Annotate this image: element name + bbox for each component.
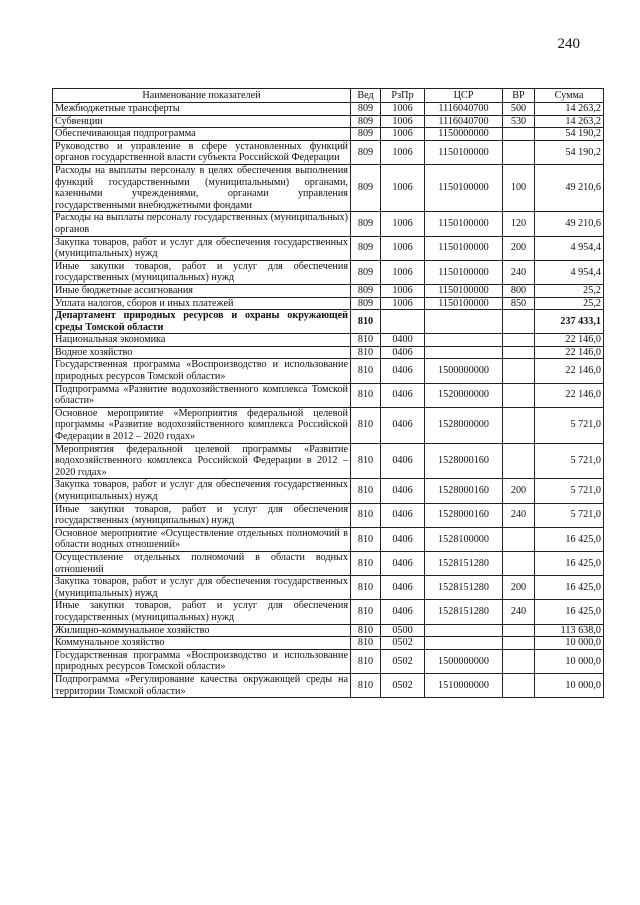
- table-header-row: [53, 89, 604, 103]
- cell-rzpr: 0500: [381, 624, 425, 637]
- cell-ved: 810: [351, 649, 381, 673]
- cell-vr: 120: [503, 212, 535, 236]
- cell-sum: 16 425,0: [535, 551, 604, 575]
- cell-csr: 1150100000: [425, 284, 503, 297]
- cell-sum: 14 263,2: [535, 115, 604, 128]
- cell-csr: 1500000000: [425, 359, 503, 383]
- cell-name: Основное мероприятие «Мероприятия федеральной целевой программы «Развитие водохозяйственного комплекса Российской Федерации в 2012 – 2020 годах»: [53, 407, 351, 443]
- table-row: [53, 637, 604, 650]
- cell-csr: 1520000000: [425, 383, 503, 407]
- cell-vr: 240: [503, 600, 535, 624]
- table-row: [53, 527, 604, 551]
- table-row: [53, 103, 604, 116]
- cell-sum: 49 210,6: [535, 212, 604, 236]
- header-vr: ВР: [503, 89, 535, 103]
- cell-vr: [503, 551, 535, 575]
- cell-name: Подпрограмма «Развитие водохозяйственного комплекса Томской области»: [53, 383, 351, 407]
- cell-vr: [503, 334, 535, 347]
- cell-sum: 5 721,0: [535, 407, 604, 443]
- cell-vr: 800: [503, 284, 535, 297]
- cell-vr: 100: [503, 164, 535, 211]
- cell-vr: 200: [503, 479, 535, 503]
- cell-name: Национальная экономика: [53, 334, 351, 347]
- cell-vr: [503, 310, 535, 334]
- cell-sum: 237 433,1: [535, 310, 604, 334]
- cell-ved: 810: [351, 624, 381, 637]
- cell-vr: [503, 140, 535, 164]
- cell-sum: 4 954,4: [535, 260, 604, 284]
- cell-rzpr: 0406: [381, 503, 425, 527]
- cell-sum: 22 146,0: [535, 346, 604, 359]
- header-name: Наименование показателей: [53, 89, 351, 103]
- cell-csr: [425, 346, 503, 359]
- cell-csr: 1500000000: [425, 649, 503, 673]
- cell-name: Иные закупки товаров, работ и услуг для обеспечения государственных (муниципальных) нужд: [53, 260, 351, 284]
- cell-name: Осуществление отдельных полномочий в области водных отношений: [53, 551, 351, 575]
- cell-ved: 810: [351, 551, 381, 575]
- table-row: [53, 503, 604, 527]
- table-row: [53, 310, 604, 334]
- table-row: [53, 624, 604, 637]
- cell-ved: 810: [351, 527, 381, 551]
- table-row: [53, 334, 604, 347]
- cell-sum: 14 263,2: [535, 103, 604, 116]
- cell-ved: 809: [351, 115, 381, 128]
- table-row: [53, 297, 604, 310]
- cell-vr: [503, 673, 535, 697]
- cell-rzpr: [381, 310, 425, 334]
- budget-table: [52, 88, 604, 698]
- cell-csr: 1528151280: [425, 600, 503, 624]
- cell-vr: 200: [503, 236, 535, 260]
- header-sum: Сумма: [535, 89, 604, 103]
- cell-rzpr: 0406: [381, 359, 425, 383]
- table-row: [53, 576, 604, 600]
- cell-csr: 1150100000: [425, 164, 503, 211]
- cell-vr: [503, 649, 535, 673]
- cell-sum: 22 146,0: [535, 334, 604, 347]
- cell-csr: 1528000000: [425, 407, 503, 443]
- cell-ved: 810: [351, 310, 381, 334]
- cell-name: Расходы на выплаты персоналу государственных (муниципальных) органов: [53, 212, 351, 236]
- cell-vr: 530: [503, 115, 535, 128]
- cell-csr: 1150100000: [425, 236, 503, 260]
- cell-vr: [503, 637, 535, 650]
- cell-rzpr: 0406: [381, 576, 425, 600]
- cell-rzpr: 0502: [381, 673, 425, 697]
- cell-rzpr: 0406: [381, 407, 425, 443]
- cell-name: Закупка товаров, работ и услуг для обеспечения государственных (муниципальных) нужд: [53, 479, 351, 503]
- cell-ved: 809: [351, 297, 381, 310]
- cell-csr: 1150100000: [425, 212, 503, 236]
- cell-sum: 22 146,0: [535, 383, 604, 407]
- cell-name: Государственная программа «Воспроизводство и использование природных ресурсов Томской области»: [53, 649, 351, 673]
- cell-name: Обеспечивающая подпрограмма: [53, 128, 351, 141]
- cell-vr: 200: [503, 576, 535, 600]
- cell-name: Субвенции: [53, 115, 351, 128]
- cell-csr: 1116040700: [425, 115, 503, 128]
- cell-vr: [503, 128, 535, 141]
- table-row: [53, 600, 604, 624]
- cell-name: Основное мероприятие «Осуществление отдельных полномочий в области водных отношений»: [53, 527, 351, 551]
- cell-vr: [503, 407, 535, 443]
- cell-csr: [425, 310, 503, 334]
- table-row: [53, 649, 604, 673]
- cell-vr: [503, 383, 535, 407]
- cell-vr: [503, 527, 535, 551]
- cell-name: Жилищно-коммунальное хозяйство: [53, 624, 351, 637]
- cell-csr: 1528000160: [425, 479, 503, 503]
- cell-vr: [503, 443, 535, 479]
- cell-csr: 1510000000: [425, 673, 503, 697]
- header-rzpr: РзПр: [381, 89, 425, 103]
- cell-sum: 49 210,6: [535, 164, 604, 211]
- cell-name: Департамент природных ресурсов и охраны окружающей среды Томской области: [53, 310, 351, 334]
- cell-ved: 809: [351, 260, 381, 284]
- cell-csr: 1528100000: [425, 527, 503, 551]
- cell-name: Коммунальное хозяйство: [53, 637, 351, 650]
- cell-rzpr: 1006: [381, 212, 425, 236]
- cell-rzpr: 1006: [381, 140, 425, 164]
- cell-csr: 1528000160: [425, 443, 503, 479]
- cell-csr: 1150100000: [425, 260, 503, 284]
- cell-sum: 16 425,0: [535, 600, 604, 624]
- cell-sum: 16 425,0: [535, 527, 604, 551]
- cell-csr: [425, 624, 503, 637]
- cell-ved: 810: [351, 503, 381, 527]
- table-row: [53, 443, 604, 479]
- cell-rzpr: 1006: [381, 260, 425, 284]
- cell-csr: 1150000000: [425, 128, 503, 141]
- cell-ved: 810: [351, 334, 381, 347]
- cell-sum: 16 425,0: [535, 576, 604, 600]
- cell-csr: [425, 637, 503, 650]
- cell-csr: 1150100000: [425, 140, 503, 164]
- table-row: [53, 383, 604, 407]
- cell-rzpr: 1006: [381, 236, 425, 260]
- cell-csr: [425, 334, 503, 347]
- cell-vr: 850: [503, 297, 535, 310]
- cell-ved: 809: [351, 128, 381, 141]
- cell-sum: 25,2: [535, 284, 604, 297]
- cell-ved: 809: [351, 236, 381, 260]
- table-row: [53, 115, 604, 128]
- table-row: [53, 236, 604, 260]
- table-row: [53, 551, 604, 575]
- table-row: [53, 128, 604, 141]
- cell-csr: 1150100000: [425, 297, 503, 310]
- table-row: [53, 673, 604, 697]
- cell-ved: 810: [351, 407, 381, 443]
- cell-sum: 5 721,0: [535, 443, 604, 479]
- cell-name: Расходы на выплаты персоналу в целях обеспечения выполнения функций государственными (муниципальными) органами, казенными учреждениями, органами управления государственными внебюджетными фондами: [53, 164, 351, 211]
- cell-sum: 10 000,0: [535, 637, 604, 650]
- cell-vr: 240: [503, 503, 535, 527]
- cell-rzpr: 0406: [381, 443, 425, 479]
- table-row: [53, 407, 604, 443]
- cell-csr: 1528000160: [425, 503, 503, 527]
- cell-sum: 22 146,0: [535, 359, 604, 383]
- cell-name: Закупка товаров, работ и услуг для обеспечения государственных (муниципальных) нужд: [53, 576, 351, 600]
- table-row: [53, 284, 604, 297]
- table-row: [53, 359, 604, 383]
- cell-csr: 1116040700: [425, 103, 503, 116]
- cell-ved: 810: [351, 359, 381, 383]
- cell-vr: [503, 624, 535, 637]
- cell-name: Уплата налогов, сборов и иных платежей: [53, 297, 351, 310]
- cell-sum: 4 954,4: [535, 236, 604, 260]
- cell-name: Иные закупки товаров, работ и услуг для обеспечения государственных (муниципальных) нужд: [53, 600, 351, 624]
- cell-rzpr: 0400: [381, 334, 425, 347]
- header-csr: ЦСР: [425, 89, 503, 103]
- cell-name: Иные бюджетные ассигнования: [53, 284, 351, 297]
- table-row: [53, 212, 604, 236]
- cell-vr: 240: [503, 260, 535, 284]
- table-row: [53, 140, 604, 164]
- cell-vr: [503, 359, 535, 383]
- cell-sum: 25,2: [535, 297, 604, 310]
- cell-rzpr: 1006: [381, 164, 425, 211]
- cell-ved: 810: [351, 576, 381, 600]
- cell-sum: 10 000,0: [535, 673, 604, 697]
- cell-name: Закупка товаров, работ и услуг для обеспечения государственных (муниципальных) нужд: [53, 236, 351, 260]
- cell-sum: 113 638,0: [535, 624, 604, 637]
- cell-rzpr: 1006: [381, 128, 425, 141]
- cell-ved: 810: [351, 346, 381, 359]
- cell-vr: 500: [503, 103, 535, 116]
- cell-name: Межбюджетные трансферты: [53, 103, 351, 116]
- cell-rzpr: 0502: [381, 649, 425, 673]
- cell-ved: 809: [351, 164, 381, 211]
- table-row: [53, 346, 604, 359]
- table-row: [53, 260, 604, 284]
- cell-ved: 810: [351, 600, 381, 624]
- cell-rzpr: 0406: [381, 479, 425, 503]
- cell-ved: 809: [351, 103, 381, 116]
- cell-rzpr: 0406: [381, 346, 425, 359]
- cell-sum: 10 000,0: [535, 649, 604, 673]
- cell-sum: 5 721,0: [535, 503, 604, 527]
- cell-rzpr: 0406: [381, 527, 425, 551]
- cell-name: Иные закупки товаров, работ и услуг для обеспечения государственных (муниципальных) нужд: [53, 503, 351, 527]
- cell-sum: 5 721,0: [535, 479, 604, 503]
- cell-rzpr: 0406: [381, 600, 425, 624]
- cell-ved: 809: [351, 212, 381, 236]
- table-row: [53, 479, 604, 503]
- cell-rzpr: 1006: [381, 284, 425, 297]
- cell-name: Руководство и управление в сфере установленных функций органов государственной власти субъекта Российской Федерации: [53, 140, 351, 164]
- cell-ved: 810: [351, 673, 381, 697]
- cell-rzpr: 1006: [381, 103, 425, 116]
- cell-name: Подпрограмма «Регулирование качества окружающей среды на территории Томской области»: [53, 673, 351, 697]
- cell-name: Государственная программа «Воспроизводство и использование природных ресурсов Томской области»: [53, 359, 351, 383]
- table-row: [53, 164, 604, 211]
- header-ved: Вед: [351, 89, 381, 103]
- cell-name: Водное хозяйство: [53, 346, 351, 359]
- cell-rzpr: 1006: [381, 297, 425, 310]
- cell-sum: 54 190,2: [535, 140, 604, 164]
- cell-ved: 809: [351, 140, 381, 164]
- cell-csr: 1528151280: [425, 576, 503, 600]
- cell-csr: 1528151280: [425, 551, 503, 575]
- cell-vr: [503, 346, 535, 359]
- cell-rzpr: 1006: [381, 115, 425, 128]
- table-body: [53, 103, 604, 698]
- cell-ved: 810: [351, 383, 381, 407]
- cell-name: Мероприятия федеральной целевой программы «Развитие водохозяйственного комплекса Российской Федерации в 2012 – 2020 годах»: [53, 443, 351, 479]
- cell-ved: 810: [351, 637, 381, 650]
- cell-rzpr: 0502: [381, 637, 425, 650]
- cell-ved: 809: [351, 284, 381, 297]
- cell-sum: 54 190,2: [535, 128, 604, 141]
- cell-ved: 810: [351, 443, 381, 479]
- page-number: 240: [557, 36, 580, 52]
- cell-rzpr: 0406: [381, 551, 425, 575]
- cell-ved: 810: [351, 479, 381, 503]
- cell-rzpr: 0406: [381, 383, 425, 407]
